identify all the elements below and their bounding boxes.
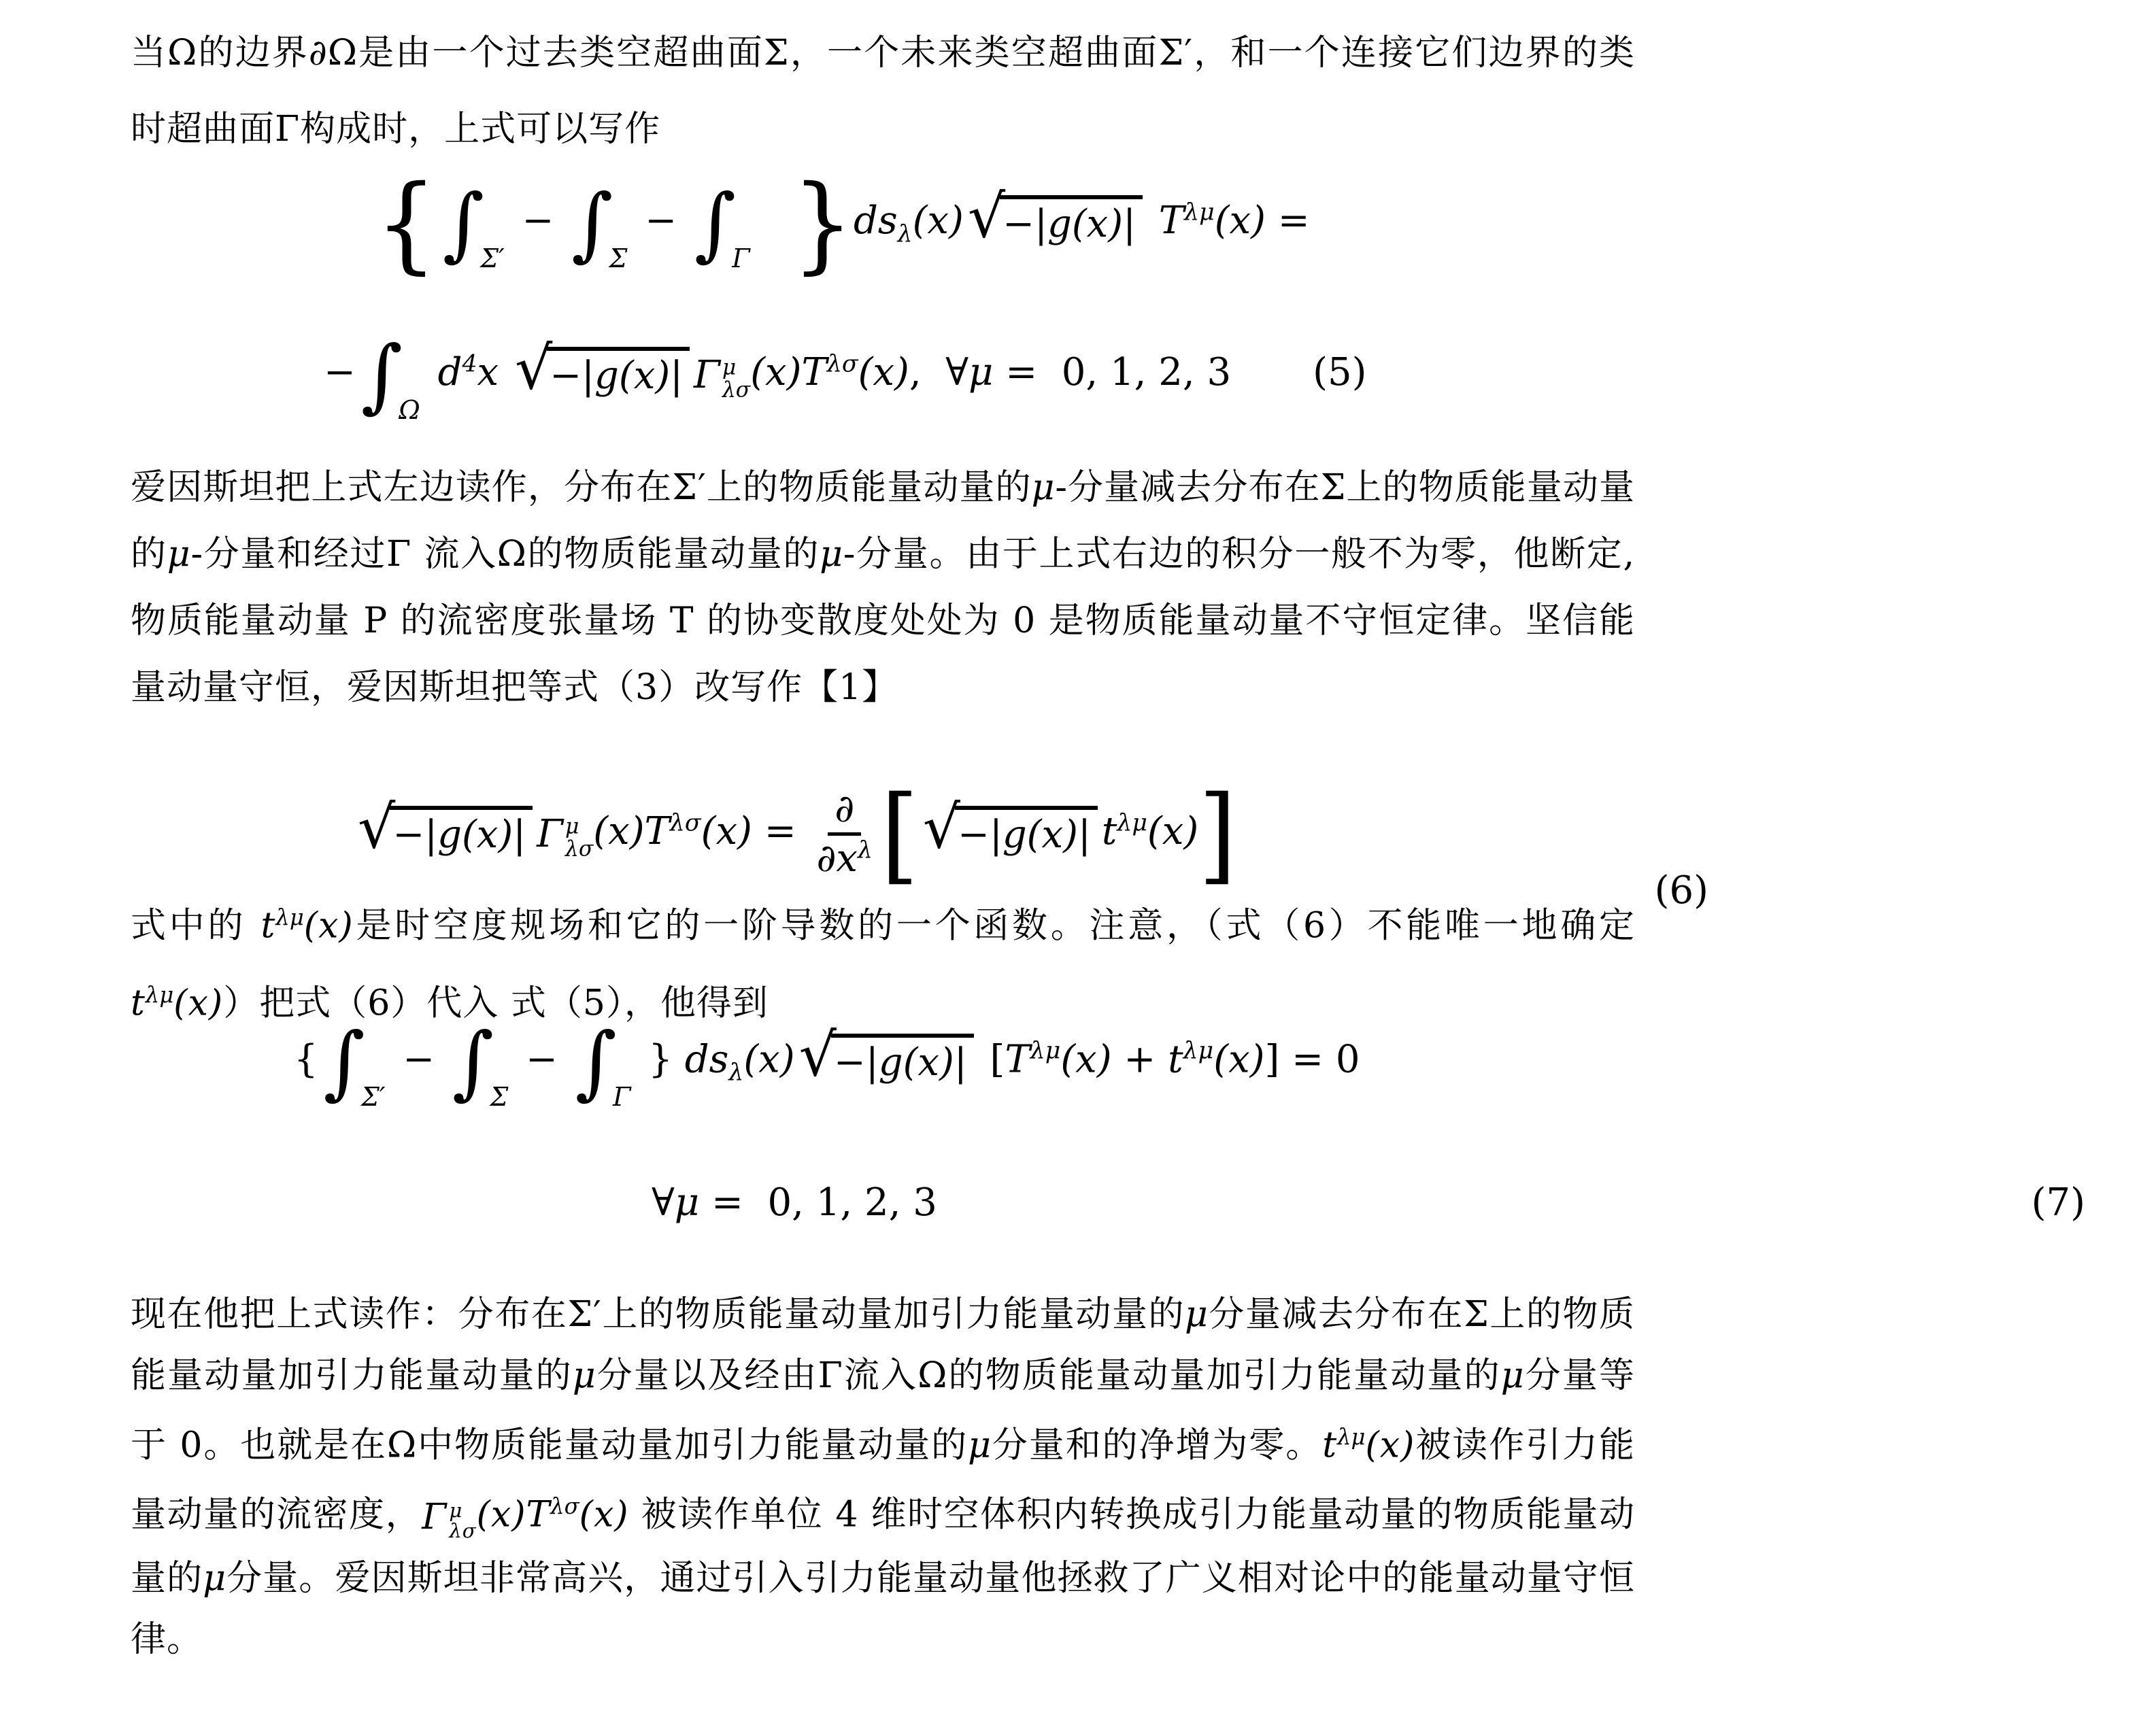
math-integral-glyph: ∫	[360, 328, 403, 422]
math-text: ∀	[652, 1181, 675, 1225]
math-big-delimiter: [	[881, 772, 919, 896]
math-text: = 0, 1, 2, 3	[699, 1181, 937, 1225]
math-text: {	[294, 1037, 318, 1082]
math-text: -分量减去分布在Σ上的物质能量动量的	[131, 467, 1635, 575]
math-text: |	[1077, 813, 1091, 858]
math-text: =	[1265, 199, 1310, 243]
math-stack-sub: λσ	[449, 1519, 477, 1543]
math-text: 是时空度规场和它的一阶导数的一个函数。注意，（式（6）不能唯一地确定	[353, 905, 1635, 947]
math-denominator	[816, 836, 873, 881]
math-stack-sub: λσ	[722, 377, 751, 403]
math-fraction	[816, 787, 873, 881]
math-radicand	[1000, 195, 1143, 246]
math-radical-glyph: √	[798, 1021, 837, 1090]
math-big-delimiter: {	[375, 162, 437, 285]
math-text: 爱因斯坦把上式左边读作，分布在Σ′上的物质能量动量的	[131, 467, 1032, 508]
math-integral-glyph: ∫	[323, 1015, 365, 1108]
math-text: |	[954, 1040, 967, 1085]
math-text: 被读作单位 4 维时空体积内转换成引力能量动量的物质能量动量的	[131, 1494, 1635, 1599]
math-numerator	[828, 787, 861, 836]
paragraph-einstein-reading	[131, 454, 1635, 721]
math-italic: μ	[572, 1355, 596, 1396]
math-integral-limit: Σ′	[480, 243, 505, 273]
math-text: −	[324, 350, 356, 395]
math-superscript: λμ	[1337, 1424, 1366, 1450]
math-integral-glyph: ∫	[571, 176, 613, 270]
math-integral-limit: Σ′	[360, 1081, 386, 1112]
math-integral-limit: Γ	[613, 1081, 631, 1112]
math-italic: ds	[853, 199, 898, 243]
math-radicand	[547, 347, 690, 398]
math-text: +	[1111, 1037, 1168, 1082]
math-script-base: Γ	[537, 812, 563, 857]
math-stack-sub: λσ	[565, 836, 594, 862]
math-superscript: λσ	[669, 809, 701, 837]
math-text: , ∀	[909, 350, 969, 395]
math-italic: g(x)	[1002, 813, 1078, 858]
equation-6	[131, 772, 1858, 913]
math-integral-glyph: ∫	[575, 1015, 618, 1108]
math-integral-glyph: ∫	[442, 176, 485, 270]
math-square-root	[514, 334, 690, 405]
math-square-root	[358, 793, 533, 864]
math-italic: t	[131, 983, 146, 1024]
math-italic: (x)	[1060, 1037, 1112, 1082]
math-text: 分量和的净增为零。	[991, 1425, 1323, 1466]
math-italic: μ	[167, 534, 191, 575]
equation-7-label: (7)	[2031, 1181, 2085, 1225]
math-superscript: λσ	[826, 350, 858, 378]
math-square-root	[922, 793, 1098, 864]
math-superscript: 4	[462, 350, 477, 378]
math-integral	[323, 1015, 386, 1112]
math-text: = 0, 1, 2, 3	[993, 350, 1232, 395]
math-italic: t	[260, 905, 276, 947]
math-italic: g(x)	[1047, 202, 1124, 247]
equation-6-body	[354, 772, 1236, 896]
math-italic: x	[477, 350, 499, 395]
math-script-stack	[449, 1500, 476, 1542]
math-integral	[442, 176, 505, 273]
math-text: |	[513, 813, 526, 858]
math-italic: μ	[968, 1425, 992, 1466]
math-superscript: λμ	[275, 904, 304, 930]
math-stack-sup: μ	[722, 355, 737, 380]
math-radical-glyph: √	[358, 793, 396, 862]
math-integral-glyph: ∫	[452, 1015, 494, 1108]
math-stack-sup: μ	[565, 814, 579, 839]
math-italic: μ	[1031, 467, 1056, 508]
math-integral-limit: Ω	[399, 394, 420, 425]
math-superscript: λμ	[145, 982, 174, 1008]
math-text	[756, 199, 792, 243]
math-italic: ds	[684, 1037, 729, 1082]
math-text: -分量和经过Γ 流入Ω的物质能量动量的	[190, 534, 820, 575]
math-integral-limit: Γ	[732, 243, 750, 273]
math-square-root	[798, 1021, 974, 1091]
math-italic: (x)T	[750, 350, 827, 395]
math-big-delimiter: ]	[1198, 772, 1236, 896]
math-text: −|	[550, 354, 595, 398]
math-superscript: λμ	[1183, 1037, 1214, 1065]
math-text: −|	[1003, 202, 1047, 247]
math-italic: (x)	[303, 905, 354, 947]
math-italic: t	[1322, 1425, 1338, 1466]
math-text: −|	[833, 1040, 879, 1085]
math-text: 分量。爱因斯坦非常高兴，通过引入引力能量动量他拯救了广义相对论中的能量动量守恒律。	[131, 1558, 1635, 1661]
math-script-stack	[722, 357, 750, 402]
math-italic: t	[1168, 1037, 1183, 1082]
math-script-base: Γ	[694, 353, 720, 398]
math-radicand	[831, 1034, 974, 1085]
math-italic: (x)	[579, 1494, 629, 1535]
math-text: 被读作引力能量动量的流密度，	[131, 1425, 1635, 1535]
equation-5-body	[324, 328, 1232, 425]
math-italic: ∂x	[816, 836, 858, 881]
equation-7-body	[652, 1181, 937, 1225]
math-italic: (x)	[173, 983, 224, 1024]
math-italic: μ	[203, 1558, 227, 1599]
math-italic: (x)	[1213, 1037, 1265, 1082]
math-radicand	[955, 806, 1098, 857]
math-radical-glyph: √	[514, 334, 553, 403]
math-integral-limit: Σ	[609, 243, 628, 273]
math-radical-glyph: √	[922, 793, 961, 862]
math-italic: (x)T	[476, 1494, 551, 1535]
math-italic: (x)	[701, 809, 752, 854]
math-integral-limit: Σ	[490, 1081, 509, 1112]
math-subscript: λ	[897, 220, 913, 248]
math-italic: d	[425, 350, 462, 395]
math-square-root	[967, 182, 1143, 253]
equation-5-line-1	[131, 162, 1880, 285]
math-text: −	[509, 199, 567, 243]
math-italic: μ	[968, 350, 994, 395]
math-italic: (x)	[743, 1037, 795, 1082]
math-stack-sup: μ	[449, 1498, 463, 1522]
math-italic: μ	[674, 1181, 700, 1225]
math-text: −|	[392, 813, 438, 858]
math-italic: t	[1101, 809, 1117, 854]
math-italic: g(x)	[878, 1040, 954, 1085]
math-text: [	[977, 1037, 1005, 1082]
math-superscript: λ	[857, 836, 873, 864]
math-integral	[571, 176, 628, 273]
math-radicand	[390, 806, 533, 857]
math-base-with-scripts	[422, 1487, 476, 1548]
math-base-with-scripts	[537, 812, 594, 862]
equation-7-line-2	[131, 1181, 2156, 1225]
equation-7-line-1	[131, 1015, 1798, 1112]
math-italic: μ	[1500, 1355, 1525, 1396]
math-text: -分量。由于上式右边的积分一般不为零，他断定, 物质能量动量 P 的流密度张量场 T 的协变散度处处为 0 是物质能量动量不守恒定律。坚信能量动量守恒，爱因斯坦把等式（3）改写作【1】	[131, 534, 1635, 708]
math-text: =	[752, 809, 809, 854]
math-text: −	[513, 1037, 570, 1082]
math-text: −	[390, 1037, 448, 1082]
math-italic: T	[1005, 1037, 1030, 1082]
math-italic: g(x)	[437, 813, 513, 858]
math-text: 式中的	[131, 905, 261, 947]
math-italic: μ	[820, 534, 843, 575]
math-integral	[694, 176, 750, 273]
math-radical-glyph: √	[967, 182, 1006, 252]
equation-5-line-2	[131, 328, 1828, 425]
math-integral	[360, 328, 420, 425]
paragraph-conclusion	[131, 1284, 1635, 1670]
math-italic: ∂	[835, 787, 855, 831]
math-text: 当Ω的边界∂Ω是由一个过去类空超曲面Σ，一个未来类空超曲面Σ′，和一个连接它们边界的类时超曲面Γ构成时，上式可以写作	[131, 33, 1635, 150]
math-script-stack	[565, 816, 593, 861]
equation-5-label: (5)	[1313, 350, 1367, 395]
math-script-base: Γ	[422, 1497, 448, 1538]
math-text: |	[1123, 202, 1136, 247]
math-base-with-scripts	[694, 353, 751, 403]
math-superscript: λσ	[550, 1493, 579, 1520]
math-superscript: λμ	[1117, 809, 1147, 837]
math-text: 现在他把上式读作：分布在Σ′上的物质能量动量加引力能量动量的	[131, 1294, 1185, 1335]
paragraph-boundary-intro	[131, 15, 1635, 167]
math-text: 分量减去分布在Σ上的物质能量动量加引力能量动量的	[131, 1294, 1635, 1396]
math-italic: (x)	[1147, 809, 1199, 854]
math-text: −	[633, 199, 689, 243]
math-text: 分量等于 0。也就是在Ω中物质能量动量加引力能量动量的	[131, 1355, 1635, 1466]
math-italic: (x)	[912, 199, 964, 243]
math-text: ）把式（6）代入 式（5），他得到	[223, 983, 769, 1024]
math-text: 分量以及经由Γ流入Ω的物质能量动量加引力能量动量的	[596, 1355, 1501, 1396]
math-italic: (x)	[858, 350, 909, 395]
math-text: |	[670, 354, 684, 398]
math-italic: g(x)	[594, 354, 671, 398]
math-integral	[575, 1015, 631, 1112]
math-subscript: λ	[728, 1059, 744, 1087]
math-big-delimiter: }	[792, 162, 854, 285]
math-italic: (x)	[1365, 1425, 1415, 1466]
math-text: }	[636, 1037, 685, 1082]
math-text: ] = 0	[1264, 1037, 1360, 1082]
equation-6-label: (6)	[1654, 868, 1708, 913]
math-italic: (x)T	[593, 809, 670, 854]
math-italic: T	[1146, 199, 1185, 243]
math-integral-glyph: ∫	[694, 176, 737, 270]
math-text	[499, 350, 511, 394]
math-italic: μ	[1185, 1294, 1209, 1335]
math-superscript: λμ	[1184, 199, 1215, 226]
math-integral	[452, 1015, 509, 1112]
math-text: −|	[958, 813, 1003, 858]
math-italic: (x)	[1214, 199, 1266, 243]
math-superscript: λμ	[1030, 1037, 1061, 1065]
